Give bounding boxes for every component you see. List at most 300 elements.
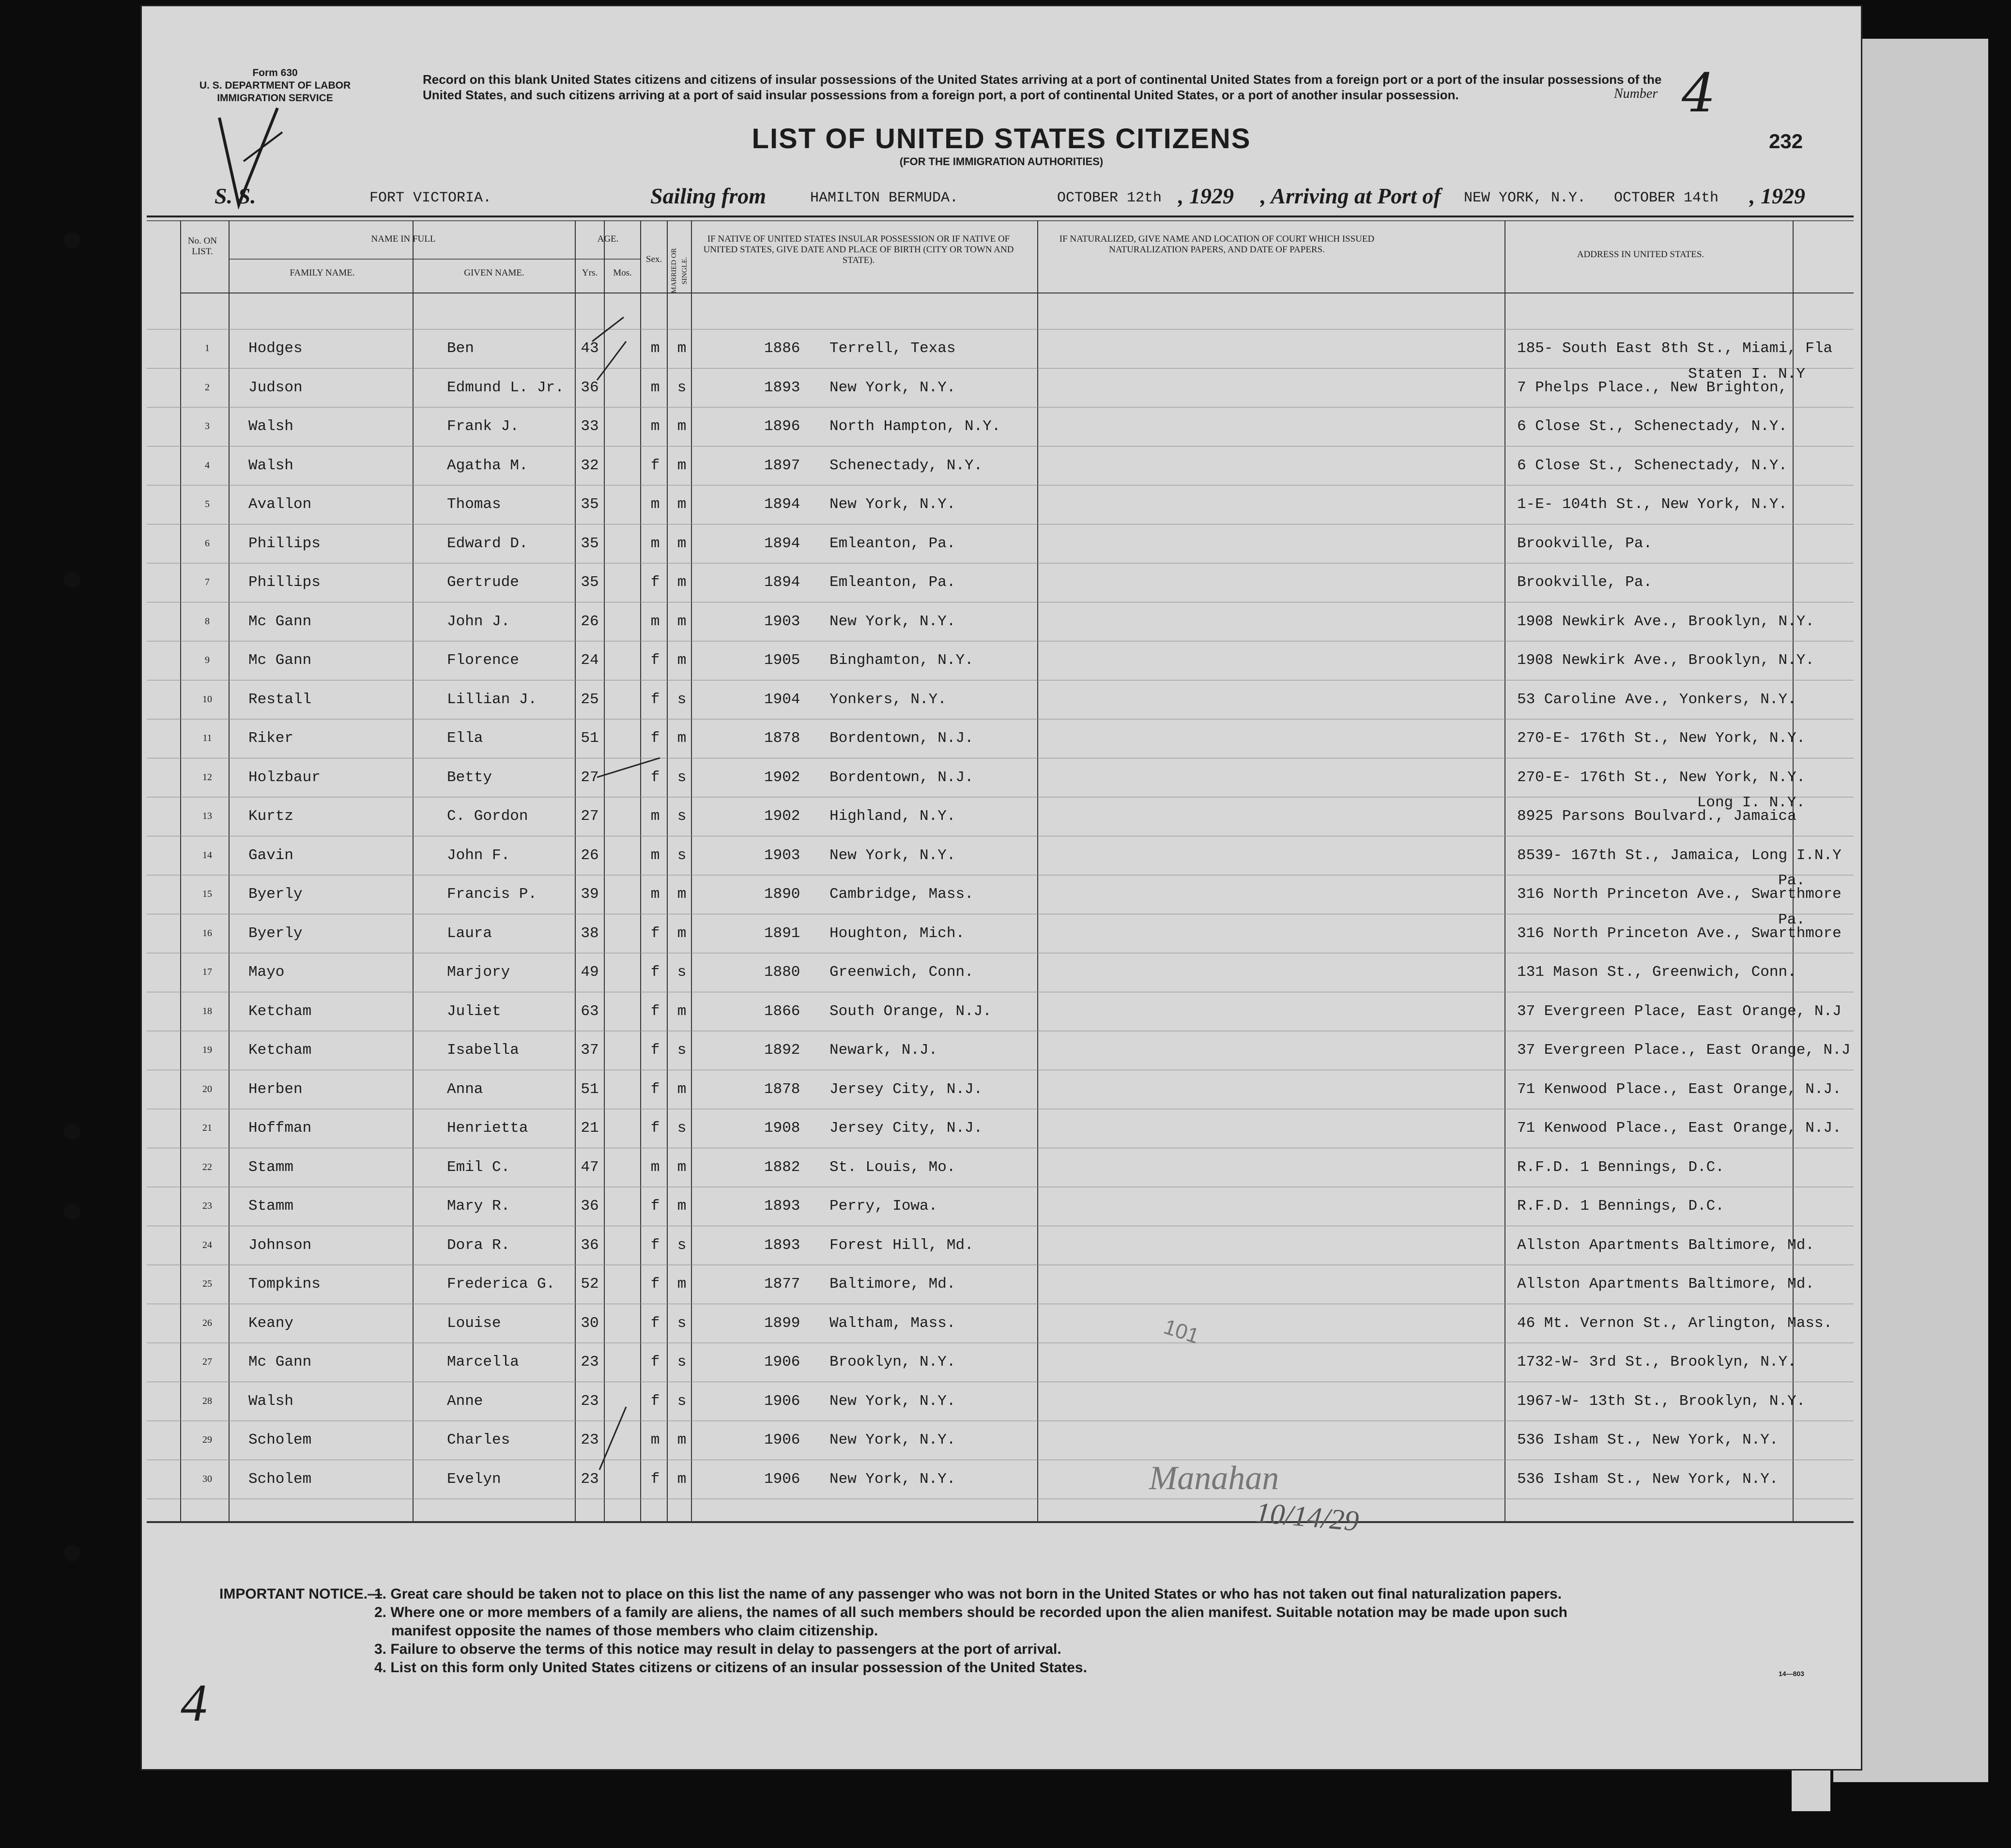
family-name: Mc Gann (248, 1354, 312, 1371)
table-row (147, 953, 1854, 992)
birth-place: Bordentown, N.J. (829, 769, 974, 786)
family-name: Walsh (248, 457, 294, 474)
address: 37 Evergreen Place, East Orange, N.J (1517, 1002, 1842, 1020)
col-header-family: FAMILY NAME. (290, 268, 355, 278)
given-name: Frederica G. (447, 1276, 555, 1293)
address: 131 Mason St., Greenwich, Conn. (1517, 964, 1796, 981)
col-header-given: GIVEN NAME. (464, 268, 524, 278)
row-number: 17 (202, 967, 212, 977)
table-row (147, 1460, 1854, 1499)
row-number: 8 (205, 616, 210, 627)
given-name: John F. (447, 847, 510, 864)
family-name: Walsh (248, 418, 294, 435)
punch-hole (64, 1203, 80, 1220)
table-row (147, 485, 1854, 524)
marital-status: m (677, 418, 687, 435)
birth-year: 1903 (764, 613, 800, 630)
marital-status: s (677, 847, 687, 864)
sailing-line (215, 183, 1812, 212)
address: 270-E- 176th St., New York, N.Y. (1517, 730, 1806, 747)
notice-line-3: 3. Failure to observe the terms of this notice may result in delay to passengers at the port of arrival. (374, 1641, 1061, 1657)
address: 536 Isham St., New York, N.Y. (1517, 1470, 1779, 1488)
address: 1-E- 104th St., New York, N.Y. (1517, 496, 1788, 513)
table-row (147, 794, 1854, 836)
given-name: Marcella (447, 1354, 519, 1371)
sex: f (650, 574, 660, 591)
notice-line-4: 4. List on this form only United States citizens or citizens of an insular possession of the United States. (374, 1660, 1087, 1676)
marital-status: m (677, 496, 687, 513)
table-row (147, 758, 1854, 797)
sex: f (650, 457, 660, 474)
row-number: 3 (205, 421, 210, 431)
table-row (147, 447, 1854, 485)
table-row (147, 1382, 1854, 1421)
row-number: 19 (202, 1045, 212, 1055)
birth-place: Cambridge, Mass. (829, 886, 974, 903)
given-name: Thomas (447, 496, 501, 513)
birth-year: 1899 (764, 1314, 800, 1332)
address: 1908 Newkirk Ave., Brooklyn, N.Y. (1517, 652, 1814, 669)
address: R.F.D. 1 Bennings, D.C. (1517, 1158, 1724, 1176)
sex: f (650, 769, 660, 786)
birth-year: 1886 (764, 340, 800, 357)
table-row (147, 1031, 1854, 1070)
family-name: Phillips (248, 535, 321, 552)
birth-place: Jersey City, N.J. (829, 1080, 983, 1098)
address: Brookville, Pa. (1517, 535, 1653, 552)
family-name: Scholem (248, 1470, 312, 1488)
sex: m (650, 418, 660, 435)
arriving-label: , Arriving at Port of (1260, 184, 1441, 208)
address: 8539- 167th St., Jamaica, Long I.N.Y (1517, 847, 1842, 864)
sex: f (650, 1120, 660, 1137)
address: 46 Mt. Vernon St., Arlington, Mass. (1517, 1314, 1833, 1332)
birth-place: Schenectady, N.Y. (829, 457, 983, 474)
row-number: 12 (202, 771, 212, 783)
row-number: 24 (202, 1239, 212, 1250)
sex: m (650, 847, 660, 864)
birth-place: Greenwich, Conn. (829, 964, 974, 981)
address-note: Pa. (1778, 872, 1805, 889)
sex: m (650, 379, 660, 396)
marital-status: s (677, 691, 687, 708)
age-years: 63 (581, 1002, 599, 1020)
row-number: 9 (205, 655, 210, 665)
birth-year: 1878 (764, 730, 800, 747)
marital-status: m (677, 730, 687, 747)
form-code: 14—803 (1779, 1670, 1804, 1678)
row-number: 10 (202, 693, 212, 705)
given-name: Juliet (447, 1002, 501, 1020)
address: 270-E- 176th St., New York, N.Y. (1517, 769, 1806, 786)
address: 6 Close St., Schenectady, N.Y. (1517, 457, 1788, 474)
birth-year: 1903 (764, 847, 800, 864)
sex: m (650, 886, 660, 903)
col-header-no: No. ON LIST. (187, 236, 217, 257)
arrival-port: NEW YORK, N.Y. (1464, 190, 1586, 206)
birth-year: 1877 (764, 1276, 800, 1293)
birth-place: Houghton, Mich. (829, 924, 965, 942)
page-subtitle: (FOR THE IMMIGRATION AUTHORITIES) (899, 155, 1104, 168)
row-number: 29 (202, 1434, 212, 1445)
family-name: Hoffman (248, 1120, 312, 1137)
marital-status: m (677, 535, 687, 552)
address: Allston Apartments Baltimore, Md. (1517, 1276, 1814, 1293)
age-years: 52 (581, 1276, 599, 1293)
age-years: 32 (581, 457, 599, 474)
birth-place: Emleanton, Pa. (829, 574, 956, 591)
sex: f (650, 652, 660, 669)
given-name: Isabella (447, 1042, 519, 1059)
given-name: Anne (447, 1392, 483, 1410)
sex: m (650, 1158, 660, 1176)
table-row (147, 524, 1854, 563)
given-name: Mary R. (447, 1198, 510, 1215)
sailing-from-label: Sailing from (650, 184, 767, 208)
col-header-age: AGE. (597, 234, 619, 244)
family-name: Restall (248, 691, 312, 708)
row-number: 4 (205, 460, 210, 471)
birth-place: New York, N.Y. (829, 379, 956, 396)
row-number: 23 (202, 1201, 212, 1211)
top-rule (147, 216, 1854, 217)
family-name: Phillips (248, 574, 321, 591)
sex: m (650, 496, 660, 513)
address: 316 North Princeton Ave., Swarthmore (1517, 924, 1842, 942)
marital-status: m (677, 574, 687, 591)
age-years: 23 (581, 1354, 599, 1371)
inspector-signature: Manahan (1149, 1460, 1279, 1497)
birth-year: 1894 (764, 574, 800, 591)
address: 7 Phelps Place., New Brighton, (1517, 379, 1788, 396)
address-note: Pa. (1778, 911, 1805, 928)
marital-status: m (677, 613, 687, 630)
table-row (147, 1148, 1854, 1187)
table-row (147, 1070, 1854, 1109)
marital-status: s (677, 1120, 687, 1137)
sex: f (650, 1080, 660, 1098)
age-years: 47 (581, 1158, 599, 1176)
sex: f (650, 1042, 660, 1059)
notice-lead: IMPORTANT NOTICE.— (219, 1586, 383, 1602)
family-name: Judson (248, 379, 303, 396)
marital-status: m (677, 1198, 687, 1215)
col-header-birth: IF NATIVE OF UNITED STATES INSULAR POSSESSION OR IF NATIVE OF UNITED STATES, GIVE DATE AND PLACE OF BIRTH (CITY OR TOWN AND STATE). (703, 234, 1014, 265)
address: R.F.D. 1 Bennings, D.C. (1517, 1198, 1724, 1215)
row-number: 1 (205, 343, 210, 354)
marital-status: m (677, 1276, 687, 1293)
age-years: 35 (581, 496, 599, 513)
age-years: 36 (581, 1236, 599, 1254)
given-name: C. Gordon (447, 808, 528, 825)
age-years: 23 (581, 1432, 599, 1448)
list-number: 4 (1682, 62, 1716, 124)
page-title: LIST OF UNITED STATES CITIZENS (752, 123, 1251, 154)
address: 53 Caroline Ave., Yonkers, N.Y. (1517, 691, 1796, 708)
birth-place: Jersey City, N.J. (829, 1120, 983, 1137)
given-name: Charles (447, 1432, 510, 1448)
age-years: 30 (581, 1314, 599, 1332)
family-name: Mc Gann (248, 613, 312, 630)
age-years: 27 (581, 769, 599, 786)
marital-status: s (677, 379, 687, 396)
family-name: Ketcham (248, 1042, 312, 1059)
marital-status: s (677, 1314, 687, 1332)
sex: f (650, 1314, 660, 1332)
manifest-page (140, 5, 1862, 1771)
age-years: 23 (581, 1392, 599, 1410)
family-name: Gavin (248, 847, 294, 864)
birth-place: Bordentown, N.J. (829, 730, 974, 747)
sex: f (650, 1470, 660, 1488)
given-name: Evelyn (447, 1470, 501, 1488)
table-row (147, 365, 1854, 407)
given-name: Ella (447, 730, 483, 747)
sex: f (650, 924, 660, 942)
family-name: Herben (248, 1080, 303, 1098)
birth-place: Binghamton, N.Y. (829, 652, 974, 669)
notice-line-2b: manifest opposite the names of those members who claim citizenship. (391, 1623, 878, 1639)
table-row (147, 1187, 1854, 1226)
ship-name: FORT VICTORIA. (369, 190, 492, 206)
marital-status: m (677, 886, 687, 903)
table-row (147, 1109, 1854, 1148)
birth-place: Baltimore, Md. (829, 1276, 956, 1293)
age-years: 21 (581, 1120, 599, 1137)
address-note: Staten I. N.Y (1688, 365, 1805, 383)
birth-place: Waltham, Mass. (829, 1314, 956, 1332)
address: Allston Apartments Baltimore, Md. (1517, 1236, 1814, 1254)
table-row (147, 992, 1854, 1031)
age-years: 24 (581, 652, 599, 669)
address: 536 Isham St., New York, N.Y. (1517, 1432, 1779, 1448)
row-number: 13 (202, 811, 212, 821)
birth-year: 1905 (764, 652, 800, 669)
birth-year: 1894 (764, 535, 800, 552)
birth-place: Brooklyn, N.Y. (829, 1354, 956, 1371)
birth-year: 1892 (764, 1042, 800, 1059)
birth-year: 1906 (764, 1392, 800, 1410)
age-years: 39 (581, 886, 599, 903)
notice-line-2: 2. Where one or more members of a family are aliens, the names of all such members should be recorded upon the alien manifest. Suitable notation may be made upon such (374, 1604, 1567, 1620)
birth-place: Terrell, Texas (829, 340, 956, 357)
family-name: Riker (248, 730, 294, 747)
row-number: 28 (202, 1395, 212, 1406)
row-number: 14 (202, 849, 212, 861)
inspection-date: 10/14/29 (1254, 1496, 1360, 1538)
family-name: Tompkins (248, 1276, 321, 1293)
table-row (147, 872, 1854, 914)
birth-year: 1882 (764, 1158, 800, 1176)
record-instructions: Record on this blank United States citizens and citizens of insular possessions of the United States arriving at a port of continental United States from a foreign port or a port of the insular possessions of the United States, and such citizens arriving at a port of said insular possessions from a foreign port, a port of continental United States, or a port of another insular possession. (423, 72, 1662, 102)
family-name: Hodges (248, 340, 303, 357)
address: 8925 Parsons Boulvard., Jamaica (1517, 808, 1796, 825)
birth-year: 1897 (764, 457, 800, 474)
table-row (147, 407, 1854, 446)
marital-status: m (677, 1158, 687, 1176)
marital-status: m (677, 1080, 687, 1098)
departure-year: , 1929 (1178, 184, 1234, 208)
birth-year: 1893 (764, 379, 800, 396)
address: 1732-W- 3rd St., Brooklyn, N.Y. (1517, 1354, 1796, 1371)
birth-year: 1878 (764, 1080, 800, 1098)
given-name: Laura (447, 924, 492, 942)
sex: m (650, 340, 660, 357)
col-header-yrs: Yrs. (582, 268, 598, 278)
age-years: 37 (581, 1042, 599, 1059)
table-row (147, 1265, 1854, 1304)
sex: m (650, 1432, 660, 1448)
sex: f (650, 730, 660, 747)
birth-year: 1906 (764, 1470, 800, 1488)
address-note: Long I. N.Y. (1697, 794, 1805, 811)
arrival-year: , 1929 (1750, 184, 1805, 208)
given-name: Frank J. (447, 418, 519, 435)
given-name: Henrietta (447, 1120, 528, 1137)
table-row (147, 602, 1854, 641)
row-number: 21 (202, 1123, 212, 1133)
departure-date: OCTOBER 12th (1057, 190, 1162, 206)
sex: f (650, 691, 660, 708)
address: 71 Kenwood Place., East Orange, N.J. (1517, 1080, 1842, 1098)
marital-status: s (677, 1354, 687, 1371)
passenger-table (147, 220, 1854, 1527)
marital-status: m (677, 340, 687, 357)
row-number: 27 (202, 1356, 212, 1367)
birth-year: 1891 (764, 924, 800, 942)
given-name: Edward D. (447, 535, 528, 552)
birth-place: St. Louis, Mo. (829, 1158, 956, 1176)
table-row (147, 1226, 1854, 1265)
table-row (147, 719, 1854, 758)
sex: f (650, 1198, 660, 1215)
row-number: 11 (202, 733, 212, 743)
family-name: Holzbaur (248, 769, 321, 786)
row-number: 16 (202, 927, 212, 939)
birth-place: South Orange, N.J. (829, 1002, 992, 1020)
marital-status: s (677, 769, 687, 786)
given-name: Anna (447, 1080, 483, 1098)
marital-status: s (677, 1236, 687, 1254)
family-name: Mayo (248, 964, 285, 981)
marital-status: s (677, 1392, 687, 1410)
birth-year: 1896 (764, 418, 800, 435)
birth-place: New York, N.Y. (829, 1470, 956, 1488)
birth-year: 1906 (764, 1432, 800, 1448)
given-name: Betty (447, 769, 492, 786)
row-number: 2 (205, 382, 210, 393)
family-name: Avallon (248, 496, 312, 513)
row-number: 5 (205, 499, 210, 509)
address: 6 Close St., Schenectady, N.Y. (1517, 418, 1788, 435)
sex: m (650, 535, 660, 552)
sex: f (650, 1276, 660, 1293)
punch-hole (64, 1124, 80, 1140)
col-header-name: NAME IN FULL (371, 234, 436, 244)
age-years: 49 (581, 964, 599, 981)
birth-year: 1890 (764, 886, 800, 903)
ss-label: S. S. (215, 184, 256, 208)
family-name: Byerly (248, 924, 303, 942)
age-years: 36 (581, 1198, 599, 1215)
departure-port: HAMILTON BERMUDA. (810, 190, 959, 206)
age-years: 27 (581, 808, 599, 825)
birth-place: Highland, N.Y. (829, 808, 956, 825)
given-name: Edmund L. Jr. (447, 379, 564, 396)
age-years: 26 (581, 847, 599, 864)
table-row (147, 563, 1854, 602)
row-number: 22 (202, 1161, 212, 1172)
marital-status: m (677, 924, 687, 942)
stamp-number: 101 (1161, 1314, 1202, 1349)
age-years: 36 (581, 379, 599, 396)
age-years: 26 (581, 613, 599, 630)
age-years: 51 (581, 1080, 599, 1098)
family-name: Keany (248, 1314, 294, 1332)
family-name: Scholem (248, 1432, 312, 1448)
birth-year: 1908 (764, 1120, 800, 1137)
age-years: 35 (581, 535, 599, 552)
family-name: Stamm (248, 1158, 294, 1176)
address: 1967-W- 13th St., Brooklyn, N.Y. (1517, 1392, 1806, 1410)
given-name: Francis P. (447, 886, 537, 903)
family-name: Ketcham (248, 1002, 312, 1020)
sex: f (650, 1392, 660, 1410)
table-row (147, 329, 1854, 368)
birth-place: New York, N.Y. (829, 1432, 956, 1448)
table-row (147, 911, 1854, 953)
birth-place: North Hampton, N.Y. (829, 418, 1001, 435)
punch-hole (64, 1545, 80, 1561)
table-row (147, 680, 1854, 719)
birth-year: 1904 (764, 691, 800, 708)
marital-status: s (677, 964, 687, 981)
age-years: 33 (581, 418, 599, 435)
family-name: Walsh (248, 1392, 294, 1410)
row-number: 26 (202, 1317, 212, 1328)
col-header-married: MARRIED OR SINGLE. (670, 248, 689, 293)
row-number: 20 (202, 1083, 212, 1094)
family-name: Kurtz (248, 808, 294, 825)
age-years: 51 (581, 730, 599, 747)
table-row (147, 836, 1854, 875)
given-name: Agatha M. (447, 457, 528, 474)
checkmark-icon (210, 103, 287, 215)
row-number: 7 (205, 577, 210, 587)
birth-place: New York, N.Y. (829, 496, 956, 513)
sex: m (650, 808, 660, 825)
address: 185- South East 8th St., Miami, Fla (1517, 340, 1833, 357)
family-name: Byerly (248, 886, 303, 903)
marital-status: m (677, 652, 687, 669)
punch-hole (64, 232, 80, 249)
birth-place: New York, N.Y. (829, 1392, 956, 1410)
marital-status: s (677, 1042, 687, 1059)
birth-year: 1906 (764, 1354, 800, 1371)
birth-place: New York, N.Y. (829, 613, 956, 630)
handwritten-page-number: 4 (181, 1673, 207, 1732)
row-number: 30 (202, 1473, 212, 1484)
col-header-naturalized: IF NATURALIZED, GIVE NAME AND LOCATION OF COURT WHICH ISSUED NATURALIZATION PAPERS, AND DATE OF PAPERS. (1059, 234, 1375, 255)
birth-year: 1866 (764, 1002, 800, 1020)
age-years: 43 (581, 340, 599, 357)
col-header-address: ADDRESS IN UNITED STATES. (1577, 249, 1704, 260)
age-years: 23 (581, 1470, 599, 1488)
address: 71 Kenwood Place., East Orange, N.J. (1517, 1120, 1842, 1137)
given-name: Gertrude (447, 574, 519, 591)
punch-hole (64, 571, 80, 588)
notice-line-1: 1. Great care should be taken not to place on this list the name of any passenger who was not born in the United States or who has not taken out final naturalization papers. (374, 1586, 1562, 1602)
